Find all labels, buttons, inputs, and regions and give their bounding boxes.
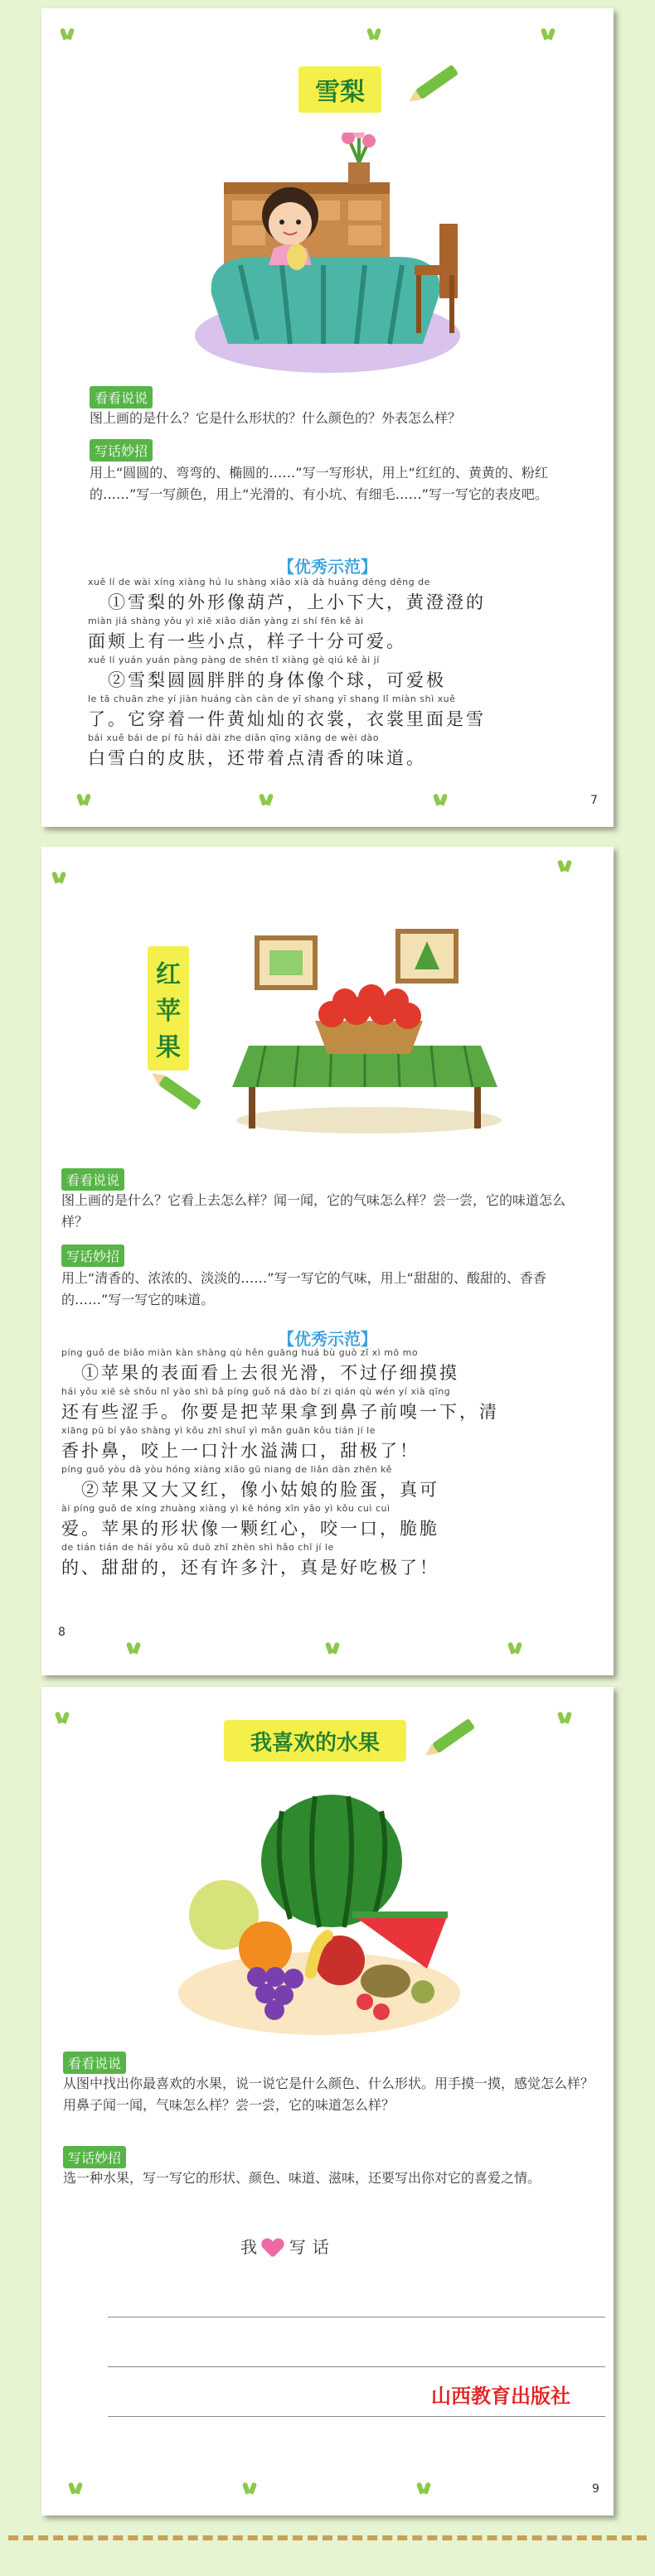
grass-decoration <box>431 794 449 805</box>
pinyin-text: le tā chuān zhe yí jiàn huáng càn càn de yī shang yī shang lǐ miàn shì xuě <box>88 694 456 704</box>
page-title: 雪梨 <box>298 66 381 113</box>
title-char: 红 <box>156 960 181 989</box>
pinyin-text: xiāng pū bí yǎo shàng yì kǒu zhī shuǐ yì mǎn guān kǒu tián jí le <box>61 1425 376 1436</box>
pinyin-text: píng guǒ yòu dà yòu hóng xiàng xiǎo gū niang de liǎn dàn zhēn kě <box>61 1464 392 1475</box>
pinyin-line-pair <box>88 655 585 694</box>
look-and-say-text: 图上画的是什么？它看上去怎么样？闻一闻，它的气味怎么样？尝一尝，它的味道怎么样？ <box>61 1192 566 1230</box>
grass-decoration <box>240 2482 259 2494</box>
write-heading-left: 我 <box>240 2237 257 2257</box>
grass-decoration <box>556 1712 574 1723</box>
chinese-text: ②苹果又大又红，像小姑娘的脸蛋，真可 <box>61 1480 439 1500</box>
grass-decoration <box>75 794 93 805</box>
bottom-dashed-border <box>8 2535 647 2549</box>
page-title: 我喜欢的水果 <box>224 1720 406 1762</box>
pinyin-text: miàn jiá shàng yǒu yì xiē xiǎo diǎn yàng zi shí fēn kě ài <box>88 616 364 626</box>
page-number: 7 <box>590 794 598 807</box>
look-and-say-text: 从图中找出你最喜欢的水果，说一说它是什么颜色、什么形状。用手摸一摸，感觉怎么样？用鼻子闻一闻，气味怎么样？尝一尝，它的味道怎么样？ <box>63 2076 594 2113</box>
chinese-text: 香扑鼻，咬上一口汁水溢满口，甜极了！ <box>61 1441 420 1461</box>
grass-decoration <box>365 28 383 40</box>
title-char: 果 <box>156 1033 181 1062</box>
writing-line <box>108 2366 605 2367</box>
pinyin-text: hái yǒu xiē sè shǒu nǐ yào shì bǎ píng guǒ ná dào bí zi qián qù wén yí xià qīng <box>61 1386 451 1397</box>
pinyin-line-pair <box>61 1425 592 1464</box>
page-number: 8 <box>58 1626 66 1639</box>
writing-tips-badge: 写话妙招 <box>90 439 153 462</box>
page-number: 9 <box>592 2482 599 2496</box>
look-and-say-text: 图上画的是什么？它是什么形状的？什么颜色的？外表怎么样？ <box>90 410 462 426</box>
grass-decoration <box>556 860 574 872</box>
grass-decoration <box>539 28 557 40</box>
pinyin-line-pair <box>88 694 585 732</box>
grass-decoration <box>66 2482 85 2494</box>
pencil-icon <box>415 65 458 99</box>
pinyin-line-pair <box>61 1386 592 1425</box>
look-and-say-badge: 看看说说 <box>90 386 153 408</box>
chinese-text: 白雪白的皮肤，还带着点清香的味道。 <box>88 748 426 768</box>
chinese-text: 了。它穿着一件黄灿灿的衣裳，衣裳里面是雪 <box>88 709 486 729</box>
chinese-text: 爱。苹果的形状像一颗红心，咬一口，脆脆 <box>61 1519 439 1539</box>
page-snow-pear <box>41 8 614 827</box>
pinyin-line-pair <box>61 1347 592 1386</box>
chinese-text: 面颊上有一些小点，样子十分可爱。 <box>88 631 406 651</box>
grass-decoration <box>58 28 76 40</box>
writing-tips-badge: 写话妙招 <box>63 2146 126 2168</box>
pinyin-line-pair <box>88 616 585 655</box>
grass-decoration <box>257 794 275 805</box>
i-love-writing-heading <box>240 2234 336 2259</box>
writing-tips-badge: 写话妙招 <box>61 1245 124 1267</box>
sample-essay <box>61 1347 592 1581</box>
writing-tips-text: 用上“圆圆的、弯弯的、椭圆的……”写一写形状，用上“红红的、黄黄的、粉红的……”写一写颜色，用上“光滑的、有小坑、有细毛……”写一写它的表皮吧。 <box>90 465 548 502</box>
heart-icon <box>262 2239 284 2259</box>
grass-decoration <box>50 872 68 883</box>
apple-basket-illustration <box>232 921 506 1137</box>
title-char: 苹 <box>156 997 181 1026</box>
chinese-text: 的、甜甜的，还有许多汁，真是好吃极了！ <box>61 1558 439 1578</box>
grass-decoration <box>53 1712 71 1723</box>
pinyin-line-pair <box>61 1503 592 1542</box>
chinese-text: ②雪梨圆圆胖胖的身体像个球，可爱极 <box>88 670 446 690</box>
pinyin-text: xuě lí yuán yuán pàng pàng de shēn tǐ xiàng gè qiú kě ài jí <box>88 655 380 665</box>
fruit-pile-illustration <box>174 1770 464 2043</box>
grass-decoration <box>415 2482 433 2494</box>
sample-title: 【优秀示范】 <box>278 1329 377 1349</box>
pinyin-line-pair <box>88 732 585 771</box>
sample-title: 【优秀示范】 <box>278 557 377 577</box>
pinyin-text: de tián tián de hái yǒu xǔ duō zhī zhēn shì hǎo chī jí le <box>61 1542 334 1553</box>
page-title <box>148 946 189 1071</box>
girl-with-pear-illustration <box>191 133 464 381</box>
pinyin-text: píng guǒ de biǎo miàn kàn shàng qù hěn guāng huá bù guò zǐ xì mō mo <box>61 1347 419 1358</box>
pinyin-line-pair <box>61 1542 592 1581</box>
grass-decoration <box>506 1642 524 1654</box>
pinyin-line-pair <box>88 577 585 616</box>
pinyin-text: ài píng guǒ de xíng zhuàng xiàng yì kē hóng xīn yǎo yì kǒu cuì cuì <box>61 1503 391 1514</box>
page-red-apple <box>41 847 614 1675</box>
pencil-icon <box>158 1075 201 1110</box>
chinese-text: ①苹果的表面看上去很光滑，不过仔细摸摸 <box>61 1363 459 1383</box>
pinyin-line-pair <box>61 1464 592 1503</box>
pinyin-text: xuě lí de wài xíng xiàng hú lu shàng xiǎo xià dà huáng dēng dēng de <box>88 577 430 587</box>
writing-tips-text: 选一种水果，写一写它的形状、颜色、味道、滋味，还要写出你对它的喜爱之情。 <box>63 2170 541 2186</box>
publisher-name: 山西教育出版社 <box>431 2385 570 2408</box>
page-my-favorite-fruit <box>41 1687 614 2516</box>
write-heading-right: 写话 <box>289 2237 336 2257</box>
chinese-text: ①雪梨的外形像葫芦，上小下大，黄澄澄的 <box>88 592 486 612</box>
sample-essay <box>88 577 585 771</box>
writing-tips-text: 用上“清香的、浓浓的、淡淡的……”写一写它的气味，用上“甜甜的、酸甜的、香香的……”写一写它的味道。 <box>61 1270 546 1307</box>
grass-decoration <box>323 1642 342 1654</box>
grass-decoration <box>124 1642 143 1654</box>
look-and-say-badge: 看看说说 <box>61 1168 124 1191</box>
look-and-say-badge: 看看说说 <box>63 2052 126 2074</box>
pencil-icon <box>432 1718 475 1753</box>
chinese-text: 还有些涩手。你要是把苹果拿到鼻子前嗅一下，清 <box>61 1402 499 1422</box>
writing-line <box>108 2416 605 2417</box>
pinyin-text: bái xuě bái de pí fū hái dài zhe diǎn qīng xiāng de wèi dào <box>88 732 379 743</box>
